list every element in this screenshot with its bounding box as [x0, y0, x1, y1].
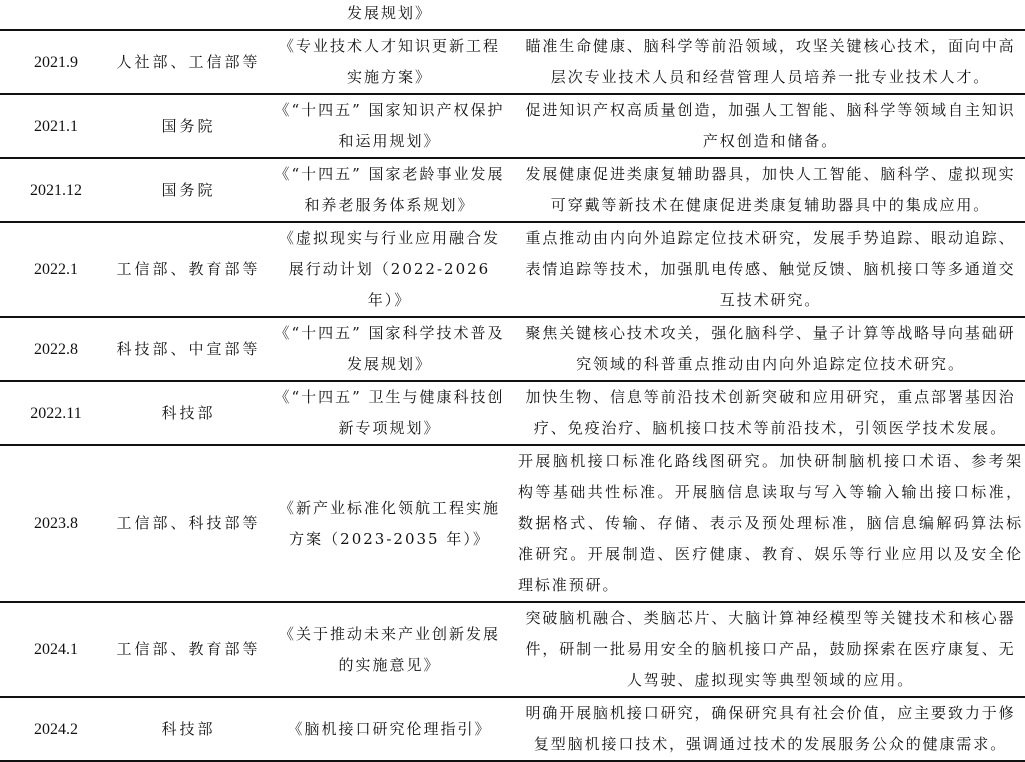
table-row: [0, 381, 1025, 445]
table-row-continued: [0, 0, 1025, 30]
date-cell: 2022.11: [0, 381, 112, 445]
date-cell: 2023.8: [0, 445, 112, 602]
table-row: [0, 445, 1025, 602]
table-row: [0, 317, 1025, 381]
document-cell: 《虚拟现实与行业应用融合发展行动计划（2022-2026 年）》: [265, 222, 512, 317]
content-cell: 明确开展脑机接口研究，确保研究具有社会价值，应主要致力于修复型脑机接口技术，强调通过技术的发展服务公众的健康需求。: [512, 697, 1025, 761]
department-cell: 科技部: [112, 381, 265, 445]
department-cell: [112, 0, 265, 30]
date-cell: 2021.1: [0, 94, 112, 158]
date-cell: 2021.12: [0, 158, 112, 222]
content-cell: 促进知识产权高质量创造，加强人工智能、脑科学等领域自主知识产权创造和储备。: [512, 94, 1025, 158]
table-row: [0, 94, 1025, 158]
department-cell: 科技部、中宣部等: [112, 317, 265, 381]
department-cell: 工信部、科技部等: [112, 445, 265, 602]
table-row: [0, 30, 1025, 94]
document-cell: 《“十四五” 国家科学技术普及发展规划》: [265, 317, 512, 381]
date-cell: 2022.1: [0, 222, 112, 317]
document-cell: 《专业技术人才知识更新工程实施方案》: [265, 30, 512, 94]
document-cell: 发展规划》: [265, 0, 512, 30]
date-cell: 2024.2: [0, 697, 112, 761]
document-cell: 《新产业标准化领航工程实施方案（2023-2035 年）》: [265, 445, 512, 602]
content-cell: 加快生物、信息等前沿技术创新突破和应用研究，重点部署基因治疗、免疫治疗、脑机接口技术等前沿技术，引领医学技术发展。: [512, 381, 1025, 445]
document-cell: 《“十四五” 国家老龄事业发展和养老服务体系规划》: [265, 158, 512, 222]
table-row: [0, 222, 1025, 317]
content-cell: 重点推动由内向外追踪定位技术研究，发展手势追踪、眼动追踪、表情追踪等技术，加强肌电传感、触觉反馈、脑机接口等多通道交互技术研究。: [512, 222, 1025, 317]
department-cell: 国务院: [112, 158, 265, 222]
document-cell: 《“十四五” 国家知识产权保护和运用规划》: [265, 94, 512, 158]
department-cell: 工信部、教育部等: [112, 222, 265, 317]
department-cell: 工信部、教育部等: [112, 602, 265, 697]
table-row: [0, 697, 1025, 761]
date-cell: 2022.8: [0, 317, 112, 381]
content-cell: 突破脑机融合、类脑芯片、大脑计算神经模型等关键技术和核心器件，研制一批易用安全的脑机接口产品，鼓励探索在医疗康复、无人驾驶、虚拟现实等典型领域的应用。: [512, 602, 1025, 697]
table-row: [0, 158, 1025, 222]
date-cell: 2024.1: [0, 602, 112, 697]
content-cell: 瞄准生命健康、脑科学等前沿领域，攻坚关键核心技术，面向中高层次专业技术人员和经营管理人员培养一批专业技术人才。: [512, 30, 1025, 94]
content-cell: [512, 0, 1025, 30]
content-cell: 发展健康促进类康复辅助器具，加快人工智能、脑科学、虚拟现实可穿戴等新技术在健康促进类康复辅助器具中的集成应用。: [512, 158, 1025, 222]
department-cell: 科技部: [112, 697, 265, 761]
document-cell: 《“十四五” 卫生与健康科技创新专项规划》: [265, 381, 512, 445]
department-cell: 国务院: [112, 94, 265, 158]
content-cell: 开展脑机接口标准化路线图研究。加快研制脑机接口术语、参考架构等基础共性标准。开展脑信息读取与写入等输入输出接口标准，数据格式、传输、存储、表示及预处理标准，脑信息编解码算法标准研究。开展制造、医疗健康、教育、娱乐等行业应用以及安全伦理标准预研。: [512, 445, 1025, 602]
content-cell: 聚焦关键核心技术攻关，强化脑科学、量子计算等战略导向基础研究领域的科普重点推动由内向外追踪定位技术研究。: [512, 317, 1025, 381]
document-cell: 《脑机接口研究伦理指引》: [265, 697, 512, 761]
document-cell: 《关于推动未来产业创新发展的实施意见》: [265, 602, 512, 697]
table-row: [0, 602, 1025, 697]
date-cell: 2021.9: [0, 30, 112, 94]
date-cell: [0, 0, 112, 30]
department-cell: 人社部、工信部等: [112, 30, 265, 94]
